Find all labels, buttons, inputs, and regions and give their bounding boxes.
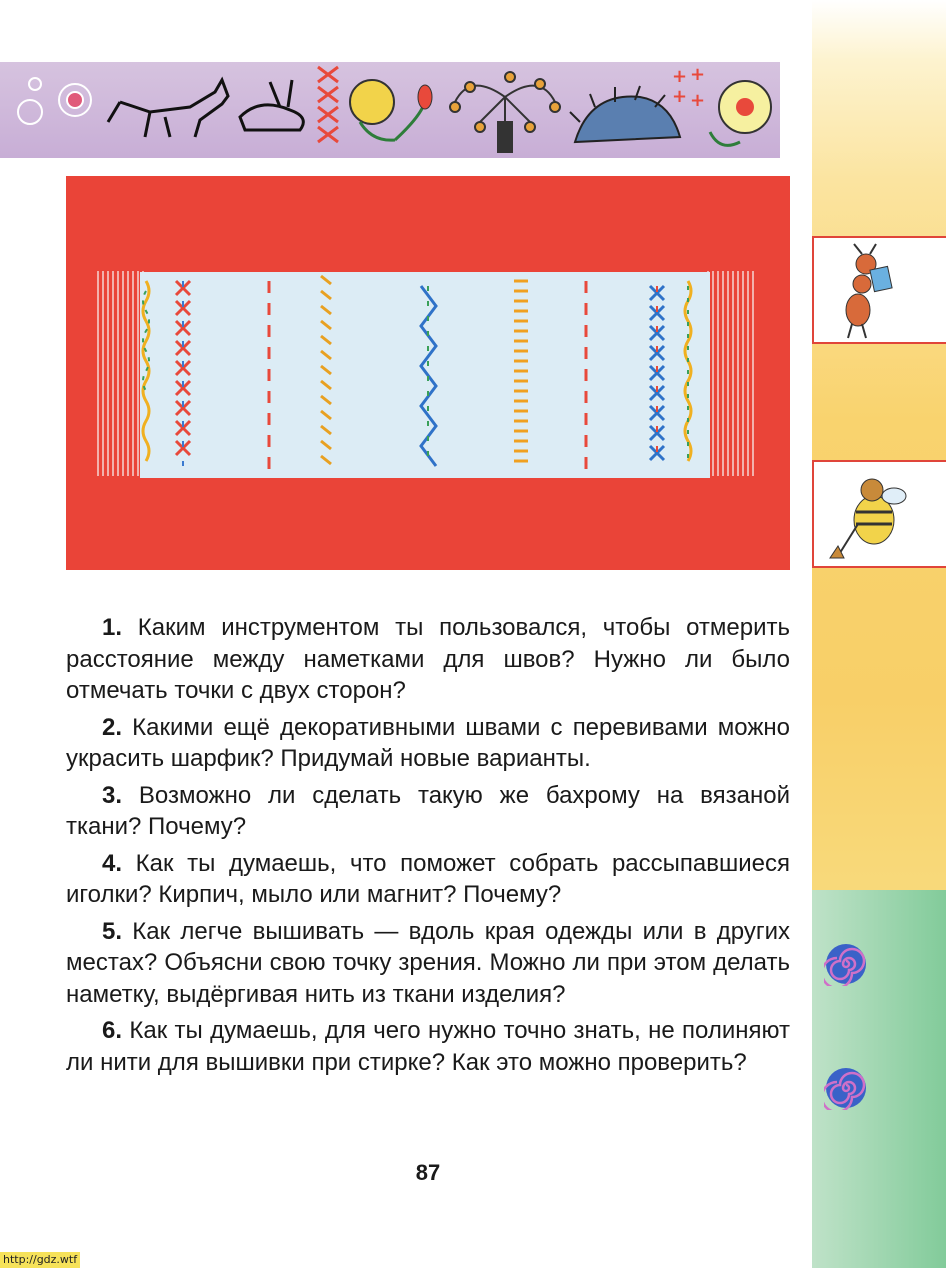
scarf-fringe-right: [706, 271, 756, 476]
scarf-fringe-left: [96, 271, 144, 476]
bee-sweeping-icon: [814, 462, 946, 566]
question-3: 3. Возможно ли сделать такую же бахрому на вязаной ткани? Почему?: [66, 781, 790, 840]
svg-text:+: +: [672, 66, 688, 87]
scarf-fabric: [140, 272, 710, 478]
page-number: 87: [415, 1160, 441, 1185]
svg-text:+: +: [690, 64, 706, 85]
spiral-marker-icon: [824, 1066, 868, 1110]
rose-drawing-icon: [350, 80, 432, 140]
scarf-illustration: [66, 176, 790, 570]
spiral-marker-icon: [824, 942, 868, 986]
berry-tree-icon: [450, 72, 560, 152]
decorative-banner: [0, 62, 780, 158]
questions-list: [66, 612, 790, 1083]
plus-signs-icon: [672, 64, 705, 111]
flower-doodle-icon: [18, 78, 91, 124]
hedgehog-drawing-icon: [570, 86, 680, 142]
bee-character-card: [812, 460, 946, 568]
cross-stitch-pattern-icon: [318, 67, 338, 142]
question-1: 1. Каким инструментом ты пользовался, чтобы отмерить расстояние между наметками для швов? Нужно ли было отмечать точки с двух сторон?: [66, 614, 790, 704]
daisy-drawing-icon: [710, 81, 771, 145]
question-6: 6. Как ты думаешь, для чего нужно точно знать, не полиняют ли нити для вышивки при стирке? Как это можно проверить?: [66, 1017, 791, 1076]
rabbit-drawing-icon: [240, 80, 303, 130]
ant-character-card: [812, 236, 946, 344]
question-4: 4. Как ты думаешь, что поможет собрать рассыпавшиеся иголки? Кирпич, мыло или магнит? Почему?: [66, 849, 790, 908]
question-2: 2. Какими ещё декоративными швами с перевивами можно украсить шарфик? Придумай новые варианты.: [66, 713, 791, 772]
watermark-link[interactable]: http://gdz.wtf: [0, 1252, 80, 1268]
svg-text:+: +: [690, 90, 706, 111]
ant-reading-icon: [814, 238, 946, 342]
fox-drawing-icon: [108, 80, 228, 137]
svg-text:+: +: [672, 86, 688, 107]
question-5: 5. Как легче вышивать — вдоль края одежды или в других местах? Объясни свою точку зрения. Можно ли при этом делать наметку, выдёргивая нить из ткани изделия?: [66, 917, 791, 1008]
